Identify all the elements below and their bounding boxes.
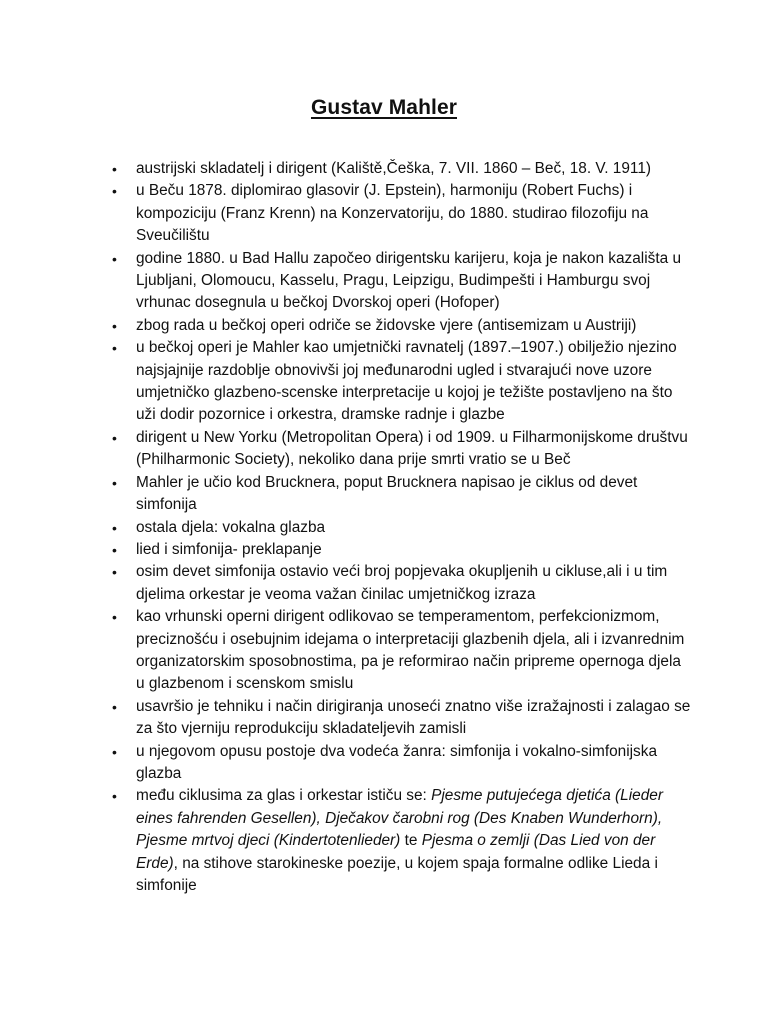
bullet-icon: • xyxy=(112,183,117,200)
list-item-outro: , na stihove starokineske poezije, u kojem spaja formalne odlike Lieda i simfonije xyxy=(136,854,658,894)
song-cycle-title-lied: Pjesma o zemlji (Das Lied von der Erde) xyxy=(136,832,656,872)
bullet-icon: • xyxy=(112,317,117,334)
list-item-text: lied i simfonija- preklapanje xyxy=(136,540,322,558)
bullet-icon: • xyxy=(112,743,117,760)
song-cycle-titles: Pjesme putujećega djetića (Lieder eines fahrenden Gesellen), Dječakov čarobni rog (Des Knaben Wunderhorn), Pjesme mrtvoj djeci (Kindertotenlieder) xyxy=(136,787,663,850)
list-item-song-cycles xyxy=(108,785,693,897)
bullet-icon: • xyxy=(112,698,117,715)
list-item xyxy=(108,472,693,517)
bullet-icon: • xyxy=(112,250,117,267)
list-item xyxy=(108,561,693,606)
list-item-text: godine 1880. u Bad Hallu započeo dirigentsku karijeru, koja je nakon kazališta u Ljubljani, Olomoucu, Kasselu, Pragu, Leipzigu, Budimpešti i Hamburgu svoj vrhunac dosegnula u bečkoj Dvorskoj operi (Hofoper) xyxy=(136,249,681,312)
list-item-connector: te xyxy=(400,832,422,850)
list-item xyxy=(108,315,693,337)
list-item-text: osim devet simfonija ostavio veći broj popjevaka okupljenih u cikluse,ali i u tim djelima orkestar je veoma važan činilac umjetničkog izraza xyxy=(136,563,668,603)
list-item xyxy=(108,696,693,741)
list-item-text: ostala djela: vokalna glazba xyxy=(136,518,326,536)
bullet-icon: • xyxy=(112,161,117,177)
bullet-icon: • xyxy=(112,340,117,357)
list-item xyxy=(108,539,693,561)
bullet-icon: • xyxy=(112,609,117,626)
bullet-list xyxy=(108,158,693,897)
list-item-text: u Beču 1878. diplomirao glasovir (J. Epstein), harmoniju (Robert Fuchs) i kompoziciju (Franz Krenn) na Konzervatoriju, do 1880. studirao filozofiju na Sveučilištu xyxy=(136,182,649,245)
list-item-text: austrijski skladatelj i dirigent (Kaliště,Češka, 7. VII. 1860 – Beč, 18. V. 1911) xyxy=(136,160,651,177)
list-item xyxy=(108,158,693,180)
list-item xyxy=(108,606,693,696)
list-item-text: kao vrhunski operni dirigent odlikovao se temperamentom, perfekcionizmom, preciznošću i osebujnim idejama o interpretaciji glazbenih djela, ali i izvanrednim organizatorskim sposobnostima, pa je reformirao način pripreme opernoga djela u glazbenom i scenskom smislu xyxy=(136,608,685,693)
list-item-text: Mahler je učio kod Brucknera, poput Brucknera napisao je ciklus od devet simfonija xyxy=(136,473,638,514)
bullet-icon: • xyxy=(112,564,117,581)
bullet-icon: • xyxy=(112,474,117,491)
list-item-text: dirigent u New Yorku (Metropolitan Opera) i od 1909. u Filharmonijskome društvu (Philharmonic Society), nekoliko dana prije smrti vratio se u Beč xyxy=(136,428,688,469)
bullet-icon: • xyxy=(112,541,117,558)
list-item-text: u bečkoj operi je Mahler kao umjetnički ravnatelj (1897.–1907.) obilježio njezino najsjajnije razdoblje obnovivši joj međunarodni ugled i stvarajući nove uzore umjetničko glazbeno-scenske interpretacije u kojoj je težište postavljeno na što uži dodir pozornice i orkestra, dramske radnje i glazbe xyxy=(136,339,677,424)
list-item-text: u njegovom opusu postoje dva vodeća žanra: simfonija i vokalno-simfonijska glazba xyxy=(136,742,657,782)
list-item-intro: među ciklusima za glas i orkestar ističu se: xyxy=(136,787,432,805)
list-item xyxy=(108,517,693,539)
list-item-text: zbog rada u bečkoj operi odriče se židovske vjere (antisemizam u Austriji) xyxy=(136,316,637,334)
list-item xyxy=(108,337,693,427)
bullet-icon: • xyxy=(112,788,117,805)
bullet-icon: • xyxy=(112,519,117,536)
list-item-text: usavršio je tehniku i način dirigiranja unoseći znatno više izražajnosti i zalagao se za što vjerniju reprodukciju skladateljevih zamisli xyxy=(136,697,691,738)
list-item xyxy=(108,741,693,786)
list-item xyxy=(108,427,693,472)
bullet-icon: • xyxy=(112,429,117,446)
page-title: Gustav Mahler xyxy=(310,96,457,119)
list-item xyxy=(108,248,693,315)
list-item xyxy=(108,180,693,247)
